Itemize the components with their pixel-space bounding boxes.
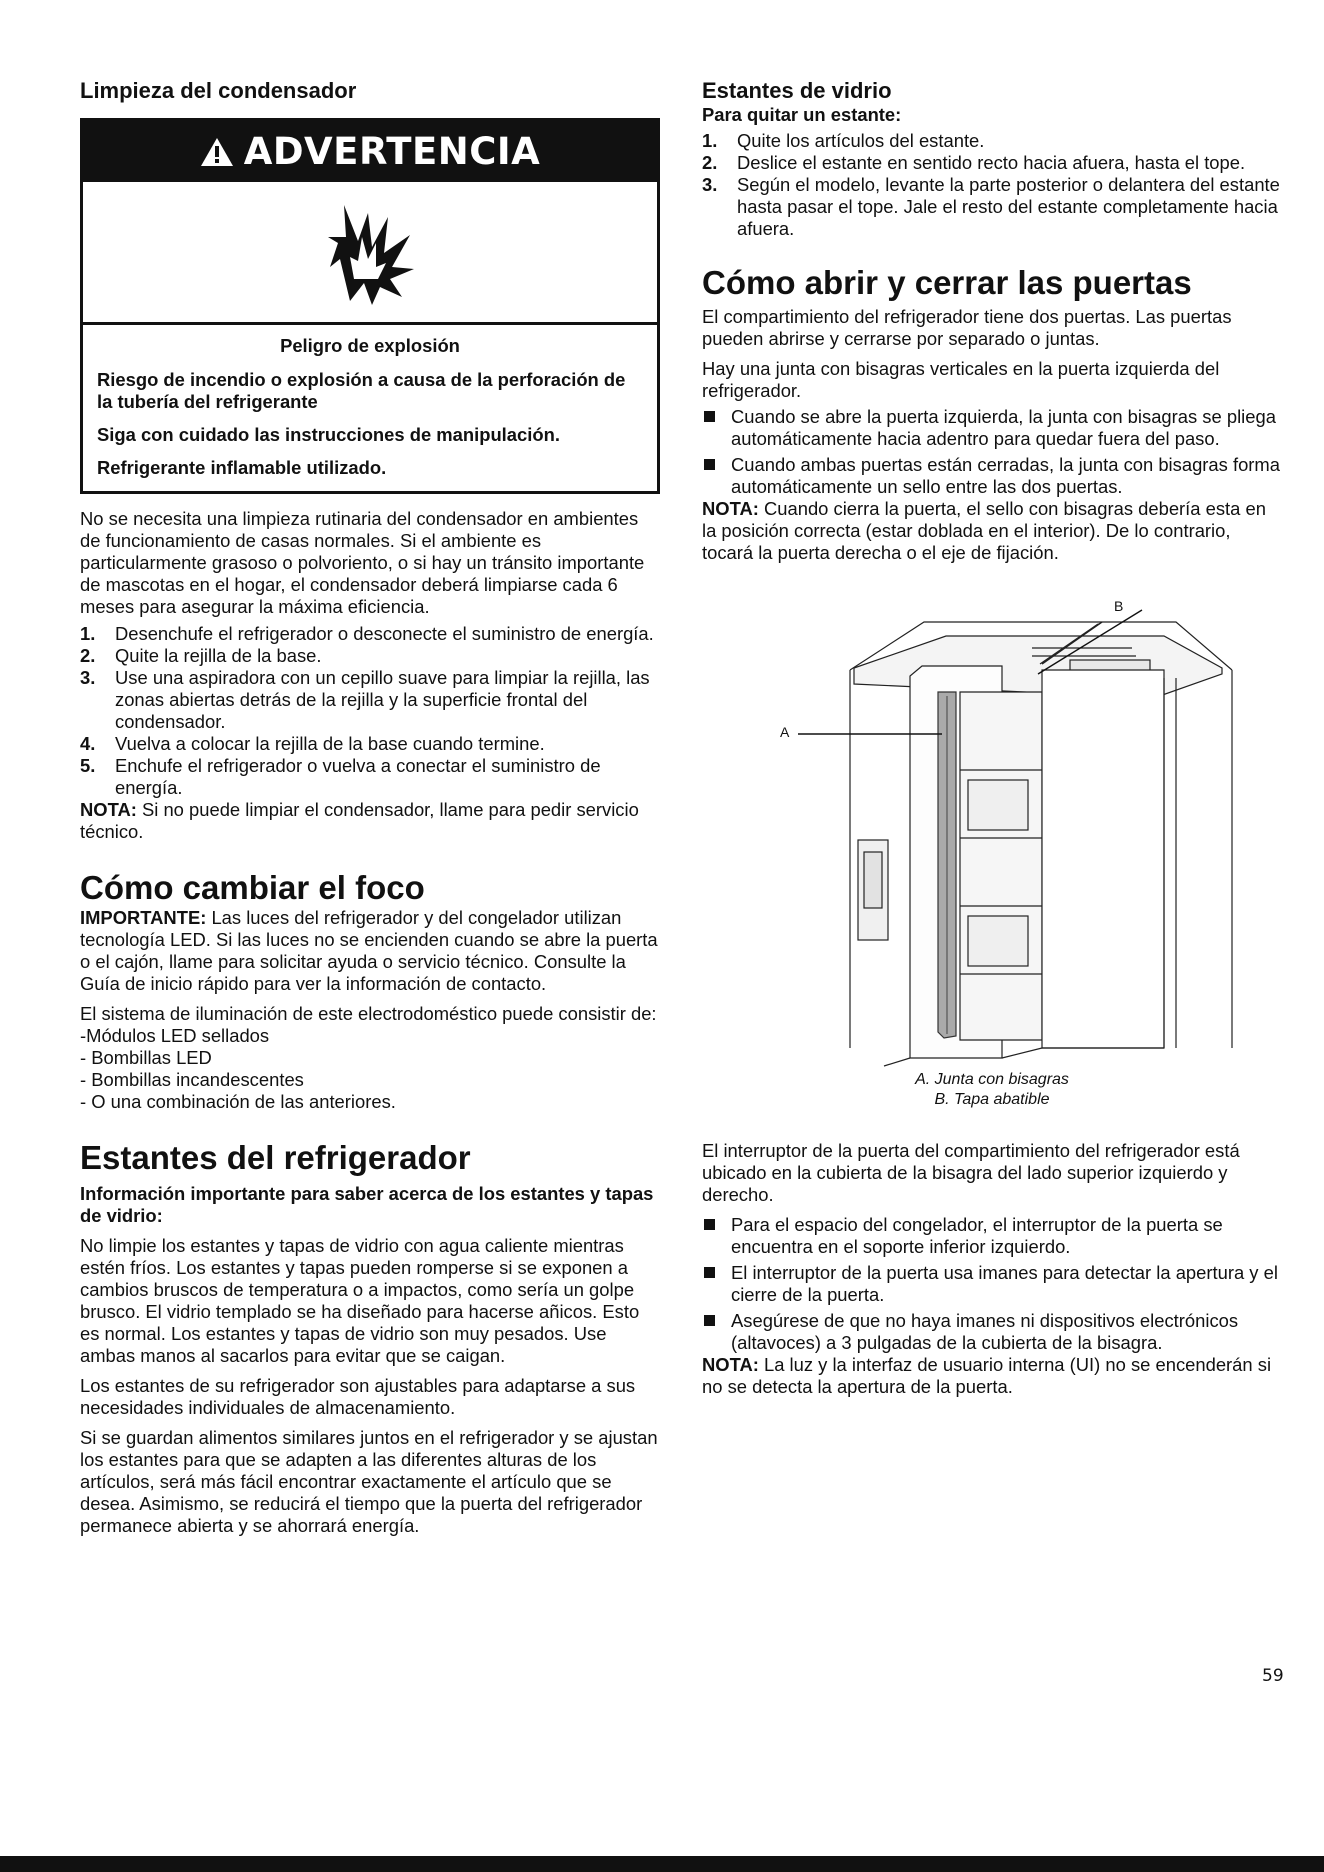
glass-steps — [702, 130, 1282, 240]
bulb-heading: Cómo cambiar el foco — [80, 869, 425, 906]
list-item: 2. Deslice el estante en sentido recto hacia afuera, hasta el tope. — [702, 152, 1246, 173]
list-item: Asegúrese de que no haya imanes ni dispositivos electrónicos (altavoces) a 3 pulgadas de la cubierta de la bisagra. — [702, 1310, 1282, 1354]
list-item: 2. Quite la rejilla de la base. — [80, 645, 322, 666]
shelves-paragraph: Si se guardan alimentos similares juntos en el refrigerador y se ajustan los estantes para que se adapten a las diferentes alturas de los artículos, será más fácil encontrar exactamente el artículo que se desea. Asimismo, se reducirá el tiempo que la puerta del refrigerador permanece abierta y se ahorrará energía. — [80, 1427, 658, 1536]
figure-label-b: B — [1114, 598, 1124, 614]
doors-note: NOTA: Cuando cierra la puerta, el sello con bisagras debería esta en la posición correcta (estar doblada en el interior). De lo contrario, tocará la puerta derecha o el eje de fijación. — [702, 498, 1266, 563]
left-column — [80, 78, 660, 1537]
list-item: 3. Use una aspiradora con un cepillo suave para limpiar la rejilla, las zonas abiertas detrás de la rejilla y la superficie frontal del condensador. — [80, 667, 650, 732]
list-item: 4. Vuelva a colocar la rejilla de la base cuando termine. — [80, 733, 545, 754]
bulb-option: - Bombillas incandescentes — [80, 1069, 304, 1090]
warning-box — [80, 118, 660, 494]
doors-bullets — [702, 406, 1282, 498]
bulb-important: IMPORTANTE: Las luces del refrigerador y del congelador utilizan tecnología LED. Si las luces no se encienden cuando se abre la puerta o el cajón, llame para solicitar ayuda o servicio técnico. Consulte la Guía de inicio rápido para ver la información de contacto. — [80, 907, 658, 994]
right-column — [702, 78, 1282, 1398]
condenser-steps — [80, 623, 660, 799]
condenser-paragraph: No se necesita una limpieza rutinaria del condensador en ambientes de funcionamiento de casas normales. Si el ambiente es particularmente grasoso o polvoriento, o si hay un tránsito importante de mascotas en el hogar, el condensador deberá limpiarse cada 6 meses para asegurar la máxima eficiencia. — [80, 508, 645, 617]
list-item: Para el espacio del congelador, el interruptor de la puerta se encuentra en el soporte inferior izquierdo. — [702, 1214, 1282, 1258]
bulb-option: - O una combinación de las anteriores. — [80, 1091, 396, 1112]
condenser-heading: Limpieza del condensador — [80, 78, 357, 103]
switch-note: NOTA: La luz y la interfaz de usuario interna (UI) no se encenderán si no se detecta la apertura de la puerta. — [702, 1354, 1272, 1397]
switch-paragraph: El interruptor de la puerta del compartimiento del refrigerador está ubicado en la cubierta de la bisagra del lado superior izquierdo y derecho. — [702, 1140, 1240, 1205]
list-item: 1. Desenchufe el refrigerador o desconecte el suministro de energía. — [80, 623, 654, 644]
warning-line: Riesgo de incendio o explosión a causa de la perforación de la tubería del refrigerante — [97, 369, 626, 412]
bulb-option: -Módulos LED sellados — [80, 1025, 270, 1046]
warning-header — [83, 121, 657, 182]
list-item: 1. Quite los artículos del estante. — [702, 130, 985, 151]
doors-paragraph: El compartimiento del refrigerador tiene dos puertas. Las puertas pueden abrirse y cerrarse por separado o juntas. — [702, 306, 1232, 349]
warning-title: ADVERTENCIA — [243, 130, 541, 173]
list-item: 5. Enchufe el refrigerador o vuelva a conectar el suministro de energía. — [80, 755, 601, 798]
shelves-subtitle: Información importante para saber acerca de los estantes y tapas de vidrio: — [80, 1183, 654, 1226]
caption-a: A. Junta con bisagras — [915, 1071, 1069, 1088]
shelves-heading: Estantes del refrigerador — [80, 1139, 471, 1176]
explosion-icon — [310, 197, 430, 307]
doors-paragraph: Hay una junta con bisagras verticales en la puerta izquierda del refrigerador. — [702, 358, 1220, 401]
bulb-system-intro: El sistema de iluminación de este electrodoméstico puede consistir de: — [80, 1003, 657, 1024]
refrigerator-illustration — [702, 570, 1282, 1130]
warning-hazard: Peligro de explosión — [280, 335, 460, 356]
refrigerator-figure — [702, 570, 1282, 1130]
warning-body — [83, 325, 657, 491]
figure-caption — [702, 1070, 1282, 1110]
doors-heading: Cómo abrir y cerrar las puertas — [702, 264, 1192, 301]
warning-icon-area — [83, 182, 657, 325]
warning-triangle-icon — [200, 137, 234, 167]
glass-shelves-subtitle: Para quitar un estante: — [702, 104, 902, 125]
shelves-paragraph: Los estantes de su refrigerador son ajustables para adaptarse a sus necesidades individuales de almacenamiento. — [80, 1375, 636, 1418]
list-item: 3. Según el modelo, levante la parte posterior o delantera del estante hasta pasar el tope. Jale el resto del estante completamente hacia afuera. — [702, 174, 1280, 239]
bulb-option: - Bombillas LED — [80, 1047, 212, 1068]
list-item: Cuando se abre la puerta izquierda, la junta con bisagras se pliega automáticamente hacia adentro para quedar fuera del paso. — [702, 406, 1282, 450]
switch-bullets — [702, 1214, 1282, 1354]
page-number: 59 — [1262, 1666, 1284, 1686]
list-item: Cuando ambas puertas están cerradas, la junta con bisagras forma automáticamente un sello entre las dos puertas. — [702, 454, 1282, 498]
shelves-paragraph: No limpie los estantes y tapas de vidrio con agua caliente mientras estén fríos. Los estantes y tapas pueden romperse si se exponen a cambios bruscos de temperatura o a impactos, como sería un golpe brusco. El vidrio templado se ha diseñado para hacerse añicos. Esto es normal. Los estantes y tapas de vidrio son muy pesados. Use ambas manos al sacarlos para evitar que se caigan. — [80, 1235, 640, 1366]
warning-line: Siga con cuidado las instrucciones de manipulación. — [97, 424, 560, 445]
glass-shelves-heading: Estantes de vidrio — [702, 78, 892, 103]
bottom-rule — [0, 1856, 1324, 1872]
caption-b: B. Tapa abatible — [934, 1091, 1050, 1108]
warning-line: Refrigerante inflamable utilizado. — [97, 457, 387, 478]
figure-label-a: A — [780, 724, 790, 740]
condenser-note: NOTA: Si no puede limpiar el condensador, llame para pedir servicio técnico. — [80, 799, 639, 842]
list-item: El interruptor de la puerta usa imanes para detectar la apertura y el cierre de la puerta. — [702, 1262, 1282, 1306]
